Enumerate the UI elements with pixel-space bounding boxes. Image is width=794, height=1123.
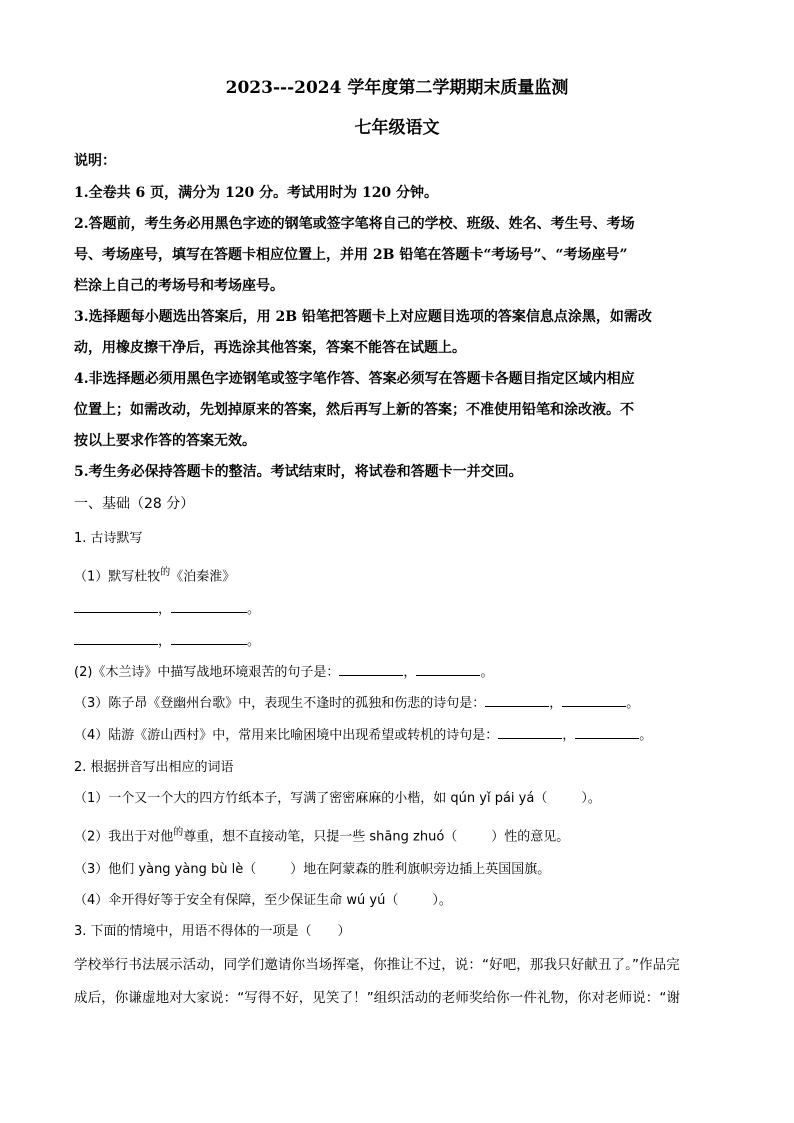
question-3-passage: 学校举行书法展示活动，同学们邀请你当场挥毫，你推让不过，说：“好吧，那我只好献丑了。”作品完 [74, 957, 680, 973]
question-2-title: 2. 根据拼音写出相应的词语 [74, 760, 234, 775]
question-1-part-2 [74, 661, 724, 680]
comma: ， [158, 602, 172, 617]
instruction-line: 号、考场座号，填写在答题卡相应位置上，并用 2B 铅笔在答题卡“考场号”、“考场座号” [74, 247, 628, 263]
q1-p1-small: 的 [160, 567, 171, 578]
q1-p1-text: （1）默写杜牧 [74, 569, 161, 585]
q2-p4-post: ）。 [432, 893, 452, 908]
question-1-part-1 [74, 563, 724, 584]
answer-blank[interactable] [416, 663, 480, 676]
comma: ， [403, 665, 417, 680]
instruction-line: 栏涂上自己的考场号和考场座号。 [74, 278, 284, 294]
instruction-line: 1.全卷共 6 页，满分为 120 分。考试用时为 120 分钟。 [74, 185, 439, 201]
answer-blank[interactable] [74, 632, 158, 645]
question-2-part-4 [74, 889, 724, 908]
question-1-title: 1. 古诗默写 [74, 531, 143, 546]
q2-p3-post: ）地在阿蒙森的胜利旗帜旁边插上英国国旗。 [290, 862, 551, 877]
exam-subtitle: 七年级语文 [354, 118, 440, 138]
q2-p2-small: 的 [173, 827, 184, 838]
q2-p3-text: （3）他们 yàng yàng bù lè（ [74, 862, 257, 877]
comma: ， [158, 634, 172, 649]
q1-p4-text: （4）陆游《游山西村》中，常用来比喻困境中出现希望或转机的诗句是： [74, 728, 499, 743]
answer-blank[interactable] [575, 726, 639, 739]
q1-p2-text: (2)《木兰诗》中描写战地环境艰苦的句子是： [74, 665, 340, 680]
q3-title-post: ） [337, 924, 351, 939]
answer-blank[interactable] [498, 726, 562, 739]
q2-p1-post: ）。 [581, 791, 601, 806]
instruction-line: 3.选择题每小题选出答案后，用 2B 铅笔把答题卡上对应题目选项的答案信息点涂黑，如需改 [74, 309, 652, 325]
question-1-part-3 [74, 692, 724, 711]
q2-p2-text: （2）我出于对他 [74, 829, 174, 845]
instruction-line: 4.非选择题必须用黑色字迹钢笔或签字笔作答、答案必须写在答题卡各题目指定区域内相应 [74, 371, 635, 387]
section-heading: 一、基础（28 分） [74, 496, 195, 512]
period: 。 [626, 696, 640, 711]
answer-line [74, 630, 724, 649]
exam-title: 2023---2024 学年度第二学期期末质量监测 [225, 78, 569, 98]
instructions-heading: 说明： [74, 153, 116, 169]
instruction-line: 按以上要求作答的答案无效。 [74, 433, 256, 449]
answer-line [74, 598, 724, 617]
q2-p4-text: （4）伞开得好等于安全有保障，至少保证生命 wú yú（ [74, 893, 399, 908]
instruction-line: 2.答题前，考生务必用黑色字迹的钢笔或签字笔将自己的学校、班级、姓名、考生号、考场 [74, 216, 635, 232]
period: 。 [247, 602, 261, 617]
question-2-part-3 [74, 858, 724, 877]
q2-p2-text-b: 尊重，想不直接动笔，只提一些 shāng zhuó（ [183, 829, 458, 845]
q2-p2-post: ）性的意见。 [491, 829, 570, 845]
answer-blank[interactable] [74, 600, 158, 613]
instruction-line: 动，用橡皮擦干净后，再选涂其他答案，答案不能答在试题上。 [74, 340, 466, 356]
comma: ， [562, 728, 576, 743]
q2-p1-text: （1）一个又一个大的四方竹纸本子，写满了密密麻麻的小楷，如 qún yǐ pái yá（ [74, 791, 548, 806]
answer-blank[interactable] [171, 600, 247, 613]
instruction-line: 位置上；如需改动，先划掉原来的答案，然后再写上新的答案；不准使用铅笔和涂改液。不 [74, 402, 634, 418]
question-2-part-2 [74, 823, 724, 844]
q3-title-text: 3. 下面的情境中，用语不得体的一项是（ [74, 924, 312, 939]
period: 。 [247, 634, 261, 649]
answer-blank[interactable] [562, 694, 626, 707]
answer-blank[interactable] [171, 632, 247, 645]
question-2-part-1 [74, 787, 724, 806]
q1-p3-text: （3）陈子昂《登幽州台歌》中，表现生不逢时的孤独和伤悲的诗句是： [74, 696, 486, 711]
period: 。 [639, 728, 653, 743]
answer-blank[interactable] [485, 694, 549, 707]
q1-p1-tail: 《泊秦淮》 [170, 569, 236, 585]
instruction-line: 5.考生务必保持答题卡的整洁。考试结束时，将试卷和答题卡一并交回。 [74, 464, 523, 480]
comma: ， [549, 696, 563, 711]
question-1-part-4 [74, 724, 724, 743]
answer-blank[interactable] [339, 663, 403, 676]
question-3-passage: 成后，你谦虚地对大家说：“写得不好，见笑了！”组织活动的老师奖给你一件礼物，你对老师说：“谢 [74, 990, 681, 1006]
question-3-title [74, 920, 724, 939]
period: 。 [480, 665, 494, 680]
